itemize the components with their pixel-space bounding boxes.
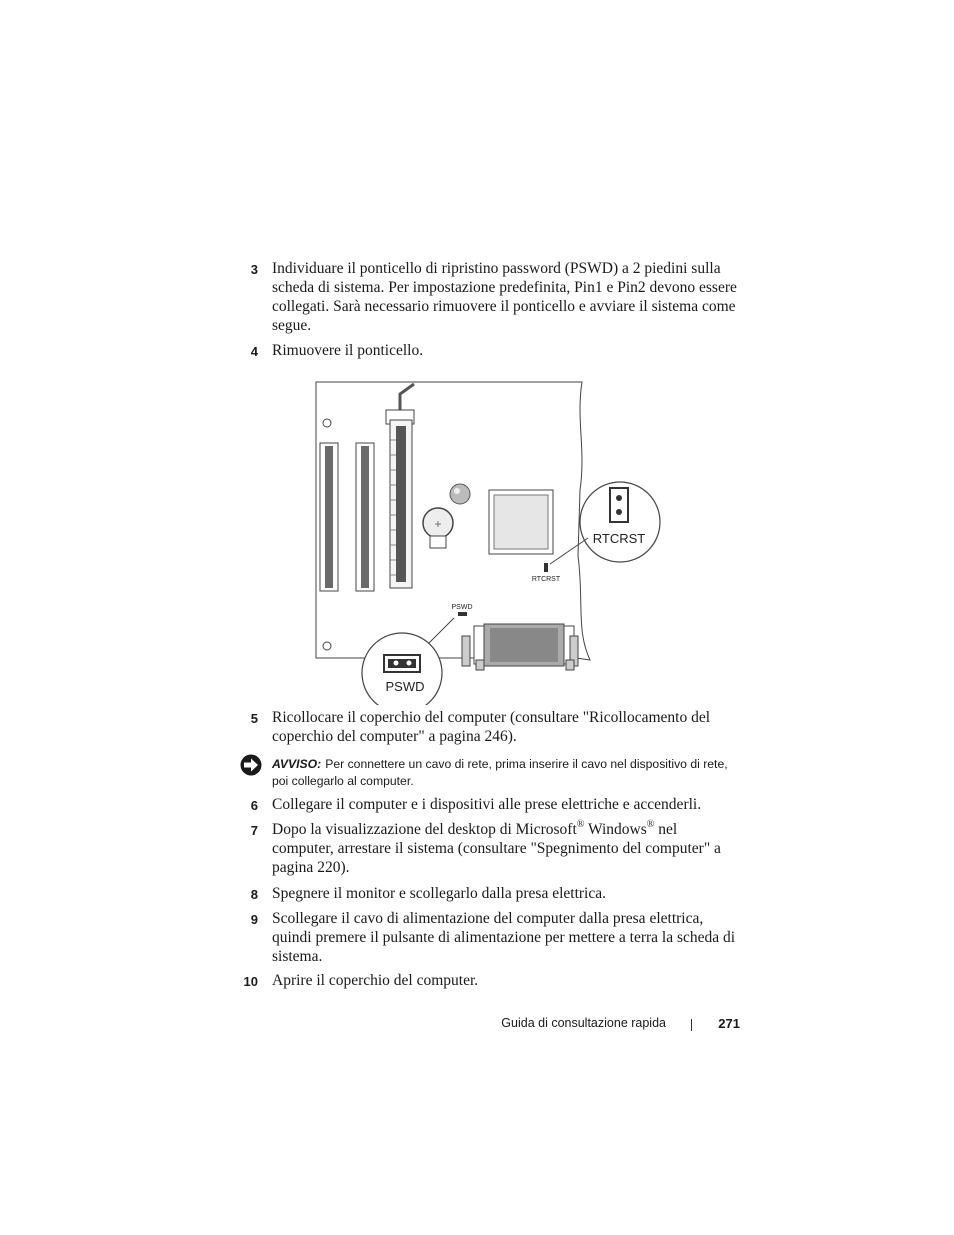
step-number: 4 [250,344,258,359]
step-text-part: Windows [584,821,647,838]
footer-guide-title: Guida di consultazione rapida [501,1016,666,1030]
svg-text:+: + [434,517,442,531]
system-board-figure [314,380,674,705]
rtcrst-jumper-label: RTCRST [531,576,561,583]
step-text: Spegnere il monitor e scollegarlo dalla presa elettrica. [272,885,606,902]
step-number: 5 [250,711,258,726]
step-text: Collegare il computer e i dispositivi alle prese elettriche e accenderli. [272,796,702,813]
step-text: Individuare il ponticello di ripristino password (PSWD) a 2 piedini sulla scheda di sistema. Per impostazione predefinita, Pin1 e Pin2 devono essere collegati. Sarà necessario rimuovere il ponticello e avviare il sistema come segue. [272,260,737,334]
step-number: 6 [250,798,258,813]
notice-label: AVVISO: [272,757,322,771]
notice-text [272,756,740,790]
step-text-part: nel computer, arrestare il sistema (consultare "Spegnimento del computer" a pagina 220). [272,821,721,876]
pswd-jumper-label: PSWD [451,604,473,611]
notice-body: Per connettere un cavo di rete, prima inserire il cavo nel dispositivo di rete, poi collegarlo al computer. [272,757,728,788]
step-number: 8 [250,887,258,902]
step-text: Ricollocare il coperchio del computer (consultare "Ricollocamento del coperchio del computer" a pagina 246). [272,709,711,745]
step-text-part: Dopo la visualizzazione del desktop di Microsoft [272,821,577,838]
step-number: 9 [250,912,258,927]
step-text [272,820,740,877]
rtcrst-callout-label: RTCRST [592,531,646,546]
notice-arrow-icon [240,754,262,776]
page-number: 271 [718,1016,740,1031]
step-text: Rimuovere il ponticello. [272,342,424,359]
footer-divider [691,1019,692,1031]
page-footer [0,1016,954,1036]
step-text: Aprire il coperchio del computer. [272,972,479,989]
step-number: 7 [250,823,258,838]
step-text: Scollegare il cavo di alimentazione del computer dalla presa elettrica, quindi premere il pulsante di alimentazione per mettere a terra la scheda di sistema. [272,910,736,965]
registered-mark: ® [646,818,655,830]
registered-mark: ® [576,818,585,830]
step-number: 10 [243,974,258,989]
step-number: 3 [250,262,258,277]
system-board-illustration [314,380,674,705]
pswd-callout-label: PSWD [385,679,425,694]
